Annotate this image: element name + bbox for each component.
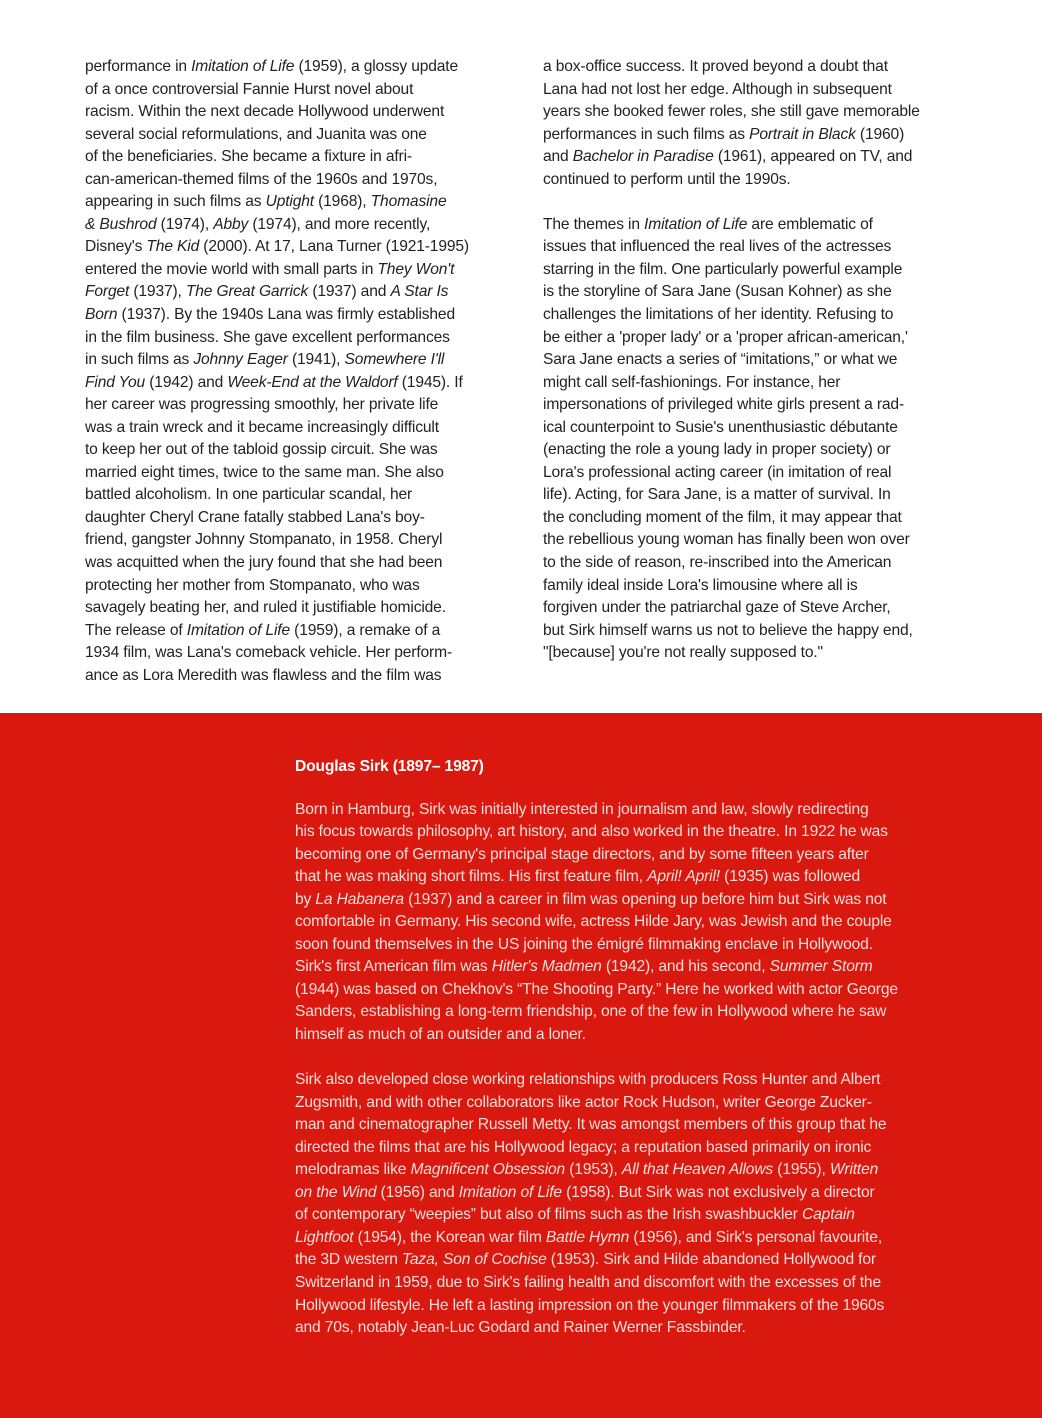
text-line: to the side of reason, re-inscribed into the American xyxy=(543,554,892,572)
text-line: was acquitted when the jury found that she had been xyxy=(85,554,443,572)
text-line: daughter Cheryl Crane fatally stabbed Lana's boy- xyxy=(85,508,425,526)
article-right-column xyxy=(543,56,968,665)
text-line: forgiven under the patriarchal gaze of Steve Archer, xyxy=(543,599,891,617)
article-paragraph xyxy=(543,56,968,191)
text-line: challenges the limitations of her identity. Refusing to xyxy=(543,306,894,324)
text-line: savagely beating her, and ruled it justifiable homicide. xyxy=(85,599,446,617)
article-paragraph xyxy=(85,56,515,687)
text-line: but Sirk himself warns us not to believe the happy end, xyxy=(543,621,913,639)
biography-paragraph xyxy=(295,799,985,1047)
text-line: the concluding moment of the film, it may appear that xyxy=(543,508,902,526)
text-line: man and cinematographer Russell Metty. It was amongst members of this group that he xyxy=(295,1116,887,1134)
text-line: starring in the film. One particularly powerful example xyxy=(543,260,903,278)
text-line: to keep her out of the tabloid gossip circuit. She was xyxy=(85,441,438,459)
text-line: directed the films that are his Hollywood legacy; a reputation based primarily on ironic xyxy=(295,1138,872,1156)
text-line: melodramas like Magnificent Obsession (1953), All that Heaven Allows (1955), Written xyxy=(295,1161,879,1179)
text-line: her career was progressing smoothly, her private life xyxy=(85,396,439,414)
text-line: himself as much of an outsider and a loner. xyxy=(295,1026,586,1044)
text-line: issues that influenced the real lives of the actresses xyxy=(543,238,892,256)
text-line: & Bushrod (1974), Abby (1974), and more recently, xyxy=(85,215,431,233)
text-line: appearing in such films as Uptight (1968), Thomasine xyxy=(85,193,447,211)
text-line: racism. Within the next decade Hollywood underwent xyxy=(85,103,445,121)
text-line: entered the movie world with small parts in They Won't xyxy=(85,260,455,278)
text-line: ance as Lora Meredith was flawless and the film was xyxy=(85,666,442,684)
text-line: be either a 'proper lady' or a 'proper african-american,' xyxy=(543,328,908,346)
text-line: years she booked fewer roles, she still gave memorable xyxy=(543,103,920,121)
text-line: Born in Hamburg, Sirk was initially interested in journalism and law, slowly redirecting xyxy=(295,800,869,818)
text-line: by La Habanera (1937) and a career in film was opening up before him but Sirk was not xyxy=(295,890,887,908)
text-line: ical counterpoint to Susie's unenthusiastic débutante xyxy=(543,418,898,436)
text-line: Sirk also developed close working relationships with producers Ross Hunter and Albert xyxy=(295,1071,881,1089)
text-line: Lora's professional acting career (in imitation of real xyxy=(543,463,892,481)
text-line: becoming one of Germany's principal stage directors, and by some fifteen years after xyxy=(295,845,869,863)
text-line: was a train wreck and it became increasingly difficult xyxy=(85,418,439,436)
text-line: The themes in Imitation of Life are emblematic of xyxy=(543,215,873,233)
article-paragraph xyxy=(543,214,968,665)
text-line: of a once controversial Fannie Hurst novel about xyxy=(85,80,414,98)
text-line: "[because] you're not really supposed to." xyxy=(543,644,823,662)
text-line: that he was making short films. His first feature film, April! April! (1935) was followed xyxy=(295,868,860,886)
text-line: (enacting the role a young lady in proper society) or xyxy=(543,441,891,459)
text-line: Hollywood lifestyle. He left a lasting impression on the younger filmmakers of the 1960s xyxy=(295,1296,885,1314)
text-line: battled alcoholism. In one particular scandal, her xyxy=(85,486,413,504)
text-line: Sara Jane enacts a series of “imitations,” or what we xyxy=(543,351,898,369)
text-line: soon found themselves in the US joining the émigré filmmaking enclave in Hollywood. xyxy=(295,935,873,953)
text-line: can-american-themed films of the 1960s and 1970s, xyxy=(85,170,438,188)
text-line: married eight times, twice to the same man. She also xyxy=(85,463,444,481)
text-line: friend, gangster Johnny Stompanato, in 1958. Cheryl xyxy=(85,531,443,549)
text-line: on the Wind (1956) and Imitation of Life (1958). But Sirk was not exclusively a director xyxy=(295,1183,875,1201)
text-line: performance in Imitation of Life (1959), a glossy update xyxy=(85,58,459,75)
text-line: impersonations of privileged white girls present a rad- xyxy=(543,396,904,414)
text-line: comfortable in Germany. His second wife, actress Hilde Jary, was Jewish and the couple xyxy=(295,913,892,931)
text-line: Find You (1942) and Week-End at the Waldorf (1945). If xyxy=(85,373,463,391)
text-line: Forget (1937), The Great Garrick (1937) and A Star Is xyxy=(85,283,449,301)
text-line: Disney's The Kid (2000). At 17, Lana Turner (1921-1995) xyxy=(85,238,469,256)
text-line: Switzerland in 1959, due to Sirk's failing health and discomfort with the excesses of the xyxy=(295,1274,881,1292)
text-line: a box-office success. It proved beyond a doubt that xyxy=(543,58,888,75)
text-line: is the storyline of Sara Jane (Susan Kohner) as she xyxy=(543,283,892,301)
text-line: of the beneficiaries. She became a fixture in afri- xyxy=(85,148,412,166)
text-line: Sirk's first American film was Hitler's Madmen (1942), and his second, Summer Storm xyxy=(295,958,873,976)
text-line: protecting her mother from Stompanato, who was xyxy=(85,576,420,594)
text-line: Lana had not lost her edge. Although in subsequent xyxy=(543,80,892,98)
text-line: The release of Imitation of Life (1959), a remake of a xyxy=(85,621,441,639)
text-line: several social reformulations, and Juanita was one xyxy=(85,125,427,143)
text-line: might call self-fashionings. For instance, her xyxy=(543,373,841,391)
text-line: Lightfoot (1954), the Korean war film Battle Hymn (1956), and Sirk's personal favourite, xyxy=(295,1228,882,1246)
text-line: in such films as Johnny Eager (1941), Somewhere I'll xyxy=(85,351,445,369)
text-line: and 70s, notably Jean-Luc Godard and Rainer Werner Fassbinder. xyxy=(295,1319,746,1337)
text-line: continued to perform until the 1990s. xyxy=(543,170,791,188)
text-line: Sanders, establishing a long-term friendship, one of the few in Hollywood where he saw xyxy=(295,1003,887,1021)
text-line: his focus towards philosophy, art history, and also worked in the theatre. In 1922 he was xyxy=(295,823,888,841)
text-line: of contemporary “weepies” but also of films such as the Irish swashbuckler Captain xyxy=(295,1206,855,1224)
text-line: the rebellious young woman has finally been won over xyxy=(543,531,910,549)
text-line: in the film business. She gave excellent performances xyxy=(85,328,450,346)
biography-content xyxy=(295,756,985,1340)
text-line: and Bachelor in Paradise (1961), appeared on TV, and xyxy=(543,148,913,166)
text-line: the 3D western Taza, Son of Cochise (1953). Sirk and Hilde abandoned Hollywood for xyxy=(295,1251,876,1269)
text-line: Born (1937). By the 1940s Lana was firmly established xyxy=(85,306,455,324)
text-line: life). Acting, for Sara Jane, is a matter of survival. In xyxy=(543,486,891,504)
text-line: performances in such films as Portrait in Black (1960) xyxy=(543,125,905,143)
text-line: family ideal inside Lora's limousine where all is xyxy=(543,576,858,594)
biography-paragraph xyxy=(295,1069,985,1340)
text-line: 1934 film, was Lana's comeback vehicle. Her perform- xyxy=(85,644,452,662)
text-line: (1944) was based on Chekhov's “The Shooting Party.” Here he worked with actor George xyxy=(295,980,898,998)
text-line: Zugsmith, and with other collaborators like actor Rock Hudson, writer George Zucker- xyxy=(295,1093,872,1111)
article-left-column xyxy=(85,56,515,687)
biography-title: Douglas Sirk (1897– 1987) xyxy=(295,758,484,775)
